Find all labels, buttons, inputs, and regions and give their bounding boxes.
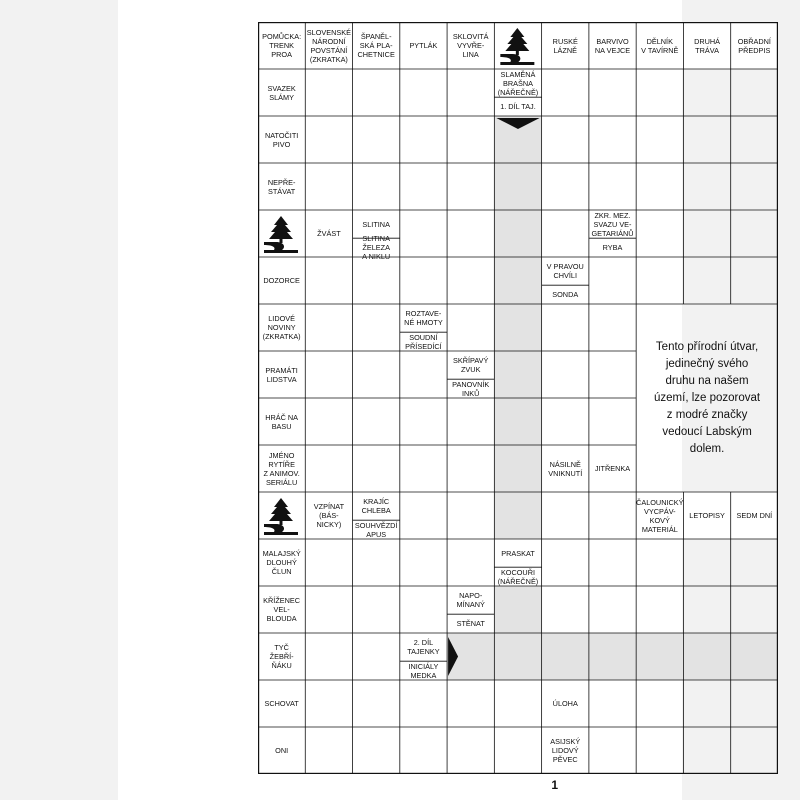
- clue-text: STĚNAT: [456, 619, 485, 629]
- clue-text: SLAMĚNÁ BRAŠNA (NÁŘEČNĚ): [497, 69, 539, 97]
- clue-text: RUSKÉ LÁZNĚ: [552, 36, 578, 55]
- clue-text: RYBA: [602, 243, 623, 253]
- clue-text: ŽVÁST: [317, 229, 341, 238]
- clue-text: NATOČITI PIVO: [264, 130, 299, 149]
- crossword-grid: [258, 22, 778, 774]
- clue-text: TYČ ŽEBŘÍ- ŇÁKU: [269, 643, 294, 670]
- clue-text: V PRAVOU CHVÍLI: [546, 262, 584, 281]
- clue-text: KŘÍŽENEC VEL- BLOUDA: [263, 596, 301, 623]
- clue-text: JMÉNO RYTÍŘE Z ANIMOV. SERIÁLU: [263, 450, 300, 487]
- clue-text: KRAJÍC CHLEBA: [361, 497, 391, 516]
- clue-text: ASIJSKÝ LIDOVÝ PĚVEC: [550, 737, 581, 764]
- clue-text: ROZTAVE- NÉ HMOTY: [404, 309, 443, 328]
- clue-text: SCHOVAT: [264, 699, 299, 708]
- clue-text: VZPÍNAT (BÁS- NICKY): [313, 502, 345, 529]
- clue-text: SLOVENSKÉ NÁRODNÍ POVSTÁNÍ (ZKRATKA): [306, 27, 351, 64]
- clue-text: POMŮCKA: TRENK PROA: [262, 32, 302, 59]
- clue-text: NEPŘE- STÁVAT: [267, 177, 296, 196]
- clue-text: 2. DÍL TAJENKY: [407, 638, 440, 657]
- clue-text: LIDOVÉ NOVINY (ZKRATKA): [262, 314, 301, 341]
- info-text-box: Tento přírodní útvar, jedinečný svého druhu na našem území, lze pozorovat z modré značky vedoucí Labským dolem.: [654, 340, 761, 455]
- clue-text: SLITINA: [362, 219, 390, 229]
- clue-text: 1. DÍL TAJ.: [500, 102, 536, 112]
- clue-text: BARVIVO NA VEJCE: [594, 36, 631, 55]
- clue-text: DĚLNÍK V TAVÍRNĚ: [641, 36, 679, 55]
- clue-text: ČALOUNICKÝ VYCPÁV- KOVÝ MATERIÁL: [636, 497, 684, 534]
- clue-text: ONI: [275, 746, 289, 755]
- clue-text: SKŘÍPAVÝ ZVUK: [453, 356, 489, 375]
- clue-text: SEDM DNÍ: [736, 511, 773, 520]
- clue-text: NÁSILNĚ VNIKNUTÍ: [548, 459, 583, 478]
- clue-text: PANOVNÍK INKŮ: [452, 379, 490, 398]
- clue-text: SONDA: [552, 290, 579, 300]
- clue-text: SVAZEK SLÁMY: [267, 83, 296, 102]
- clue-text: PRAMÁTI LIDSTVA: [265, 365, 298, 384]
- clue-text: DOZORCE: [263, 276, 300, 285]
- solution-row-2: [447, 633, 778, 680]
- clue-text: JITŘENKA: [594, 464, 631, 473]
- clue-text: PRASKAT: [501, 548, 535, 558]
- clue-text: DRUHÁ TRÁVA: [694, 36, 721, 55]
- clue-text: MALAJSKÝ DLOUHÝ ČLUN: [262, 549, 301, 576]
- clue-text: OBŘADNÍ PŘEDPIS: [737, 36, 771, 55]
- clue-text: INICIÁLY MEDKA: [408, 661, 439, 680]
- clue-text: LETOPISY: [689, 511, 725, 520]
- clue-text: NAPO- MÍNANÝ: [456, 591, 485, 610]
- clue-text: SLITINA ŽELEZA A NIKLU: [362, 234, 391, 262]
- clue-text: SOUDNÍ PŘÍSEDÍCÍ: [405, 332, 442, 351]
- clue-text: ÚLOHA: [552, 699, 578, 708]
- clue-text: SOUHVĚZDÍ APUS: [354, 520, 398, 539]
- clue-text: ŠPANĚL- SKÁ PLA- CHETNICE: [357, 32, 395, 59]
- puzzle-page: [118, 0, 773, 800]
- clue-text: PYTLÁK: [409, 41, 438, 50]
- clue-text: SKLOVITÁ VYVŘE- LINA: [452, 32, 489, 59]
- page-number: 1: [551, 778, 558, 792]
- clue-text: KOCOUŘI (NÁŘEČNĚ): [497, 567, 539, 586]
- clue-text: ZKR. MEZ. SVAZU VE- GETARIÁNŮ: [591, 210, 634, 238]
- clue-text: HRÁČ NA BASU: [265, 412, 299, 431]
